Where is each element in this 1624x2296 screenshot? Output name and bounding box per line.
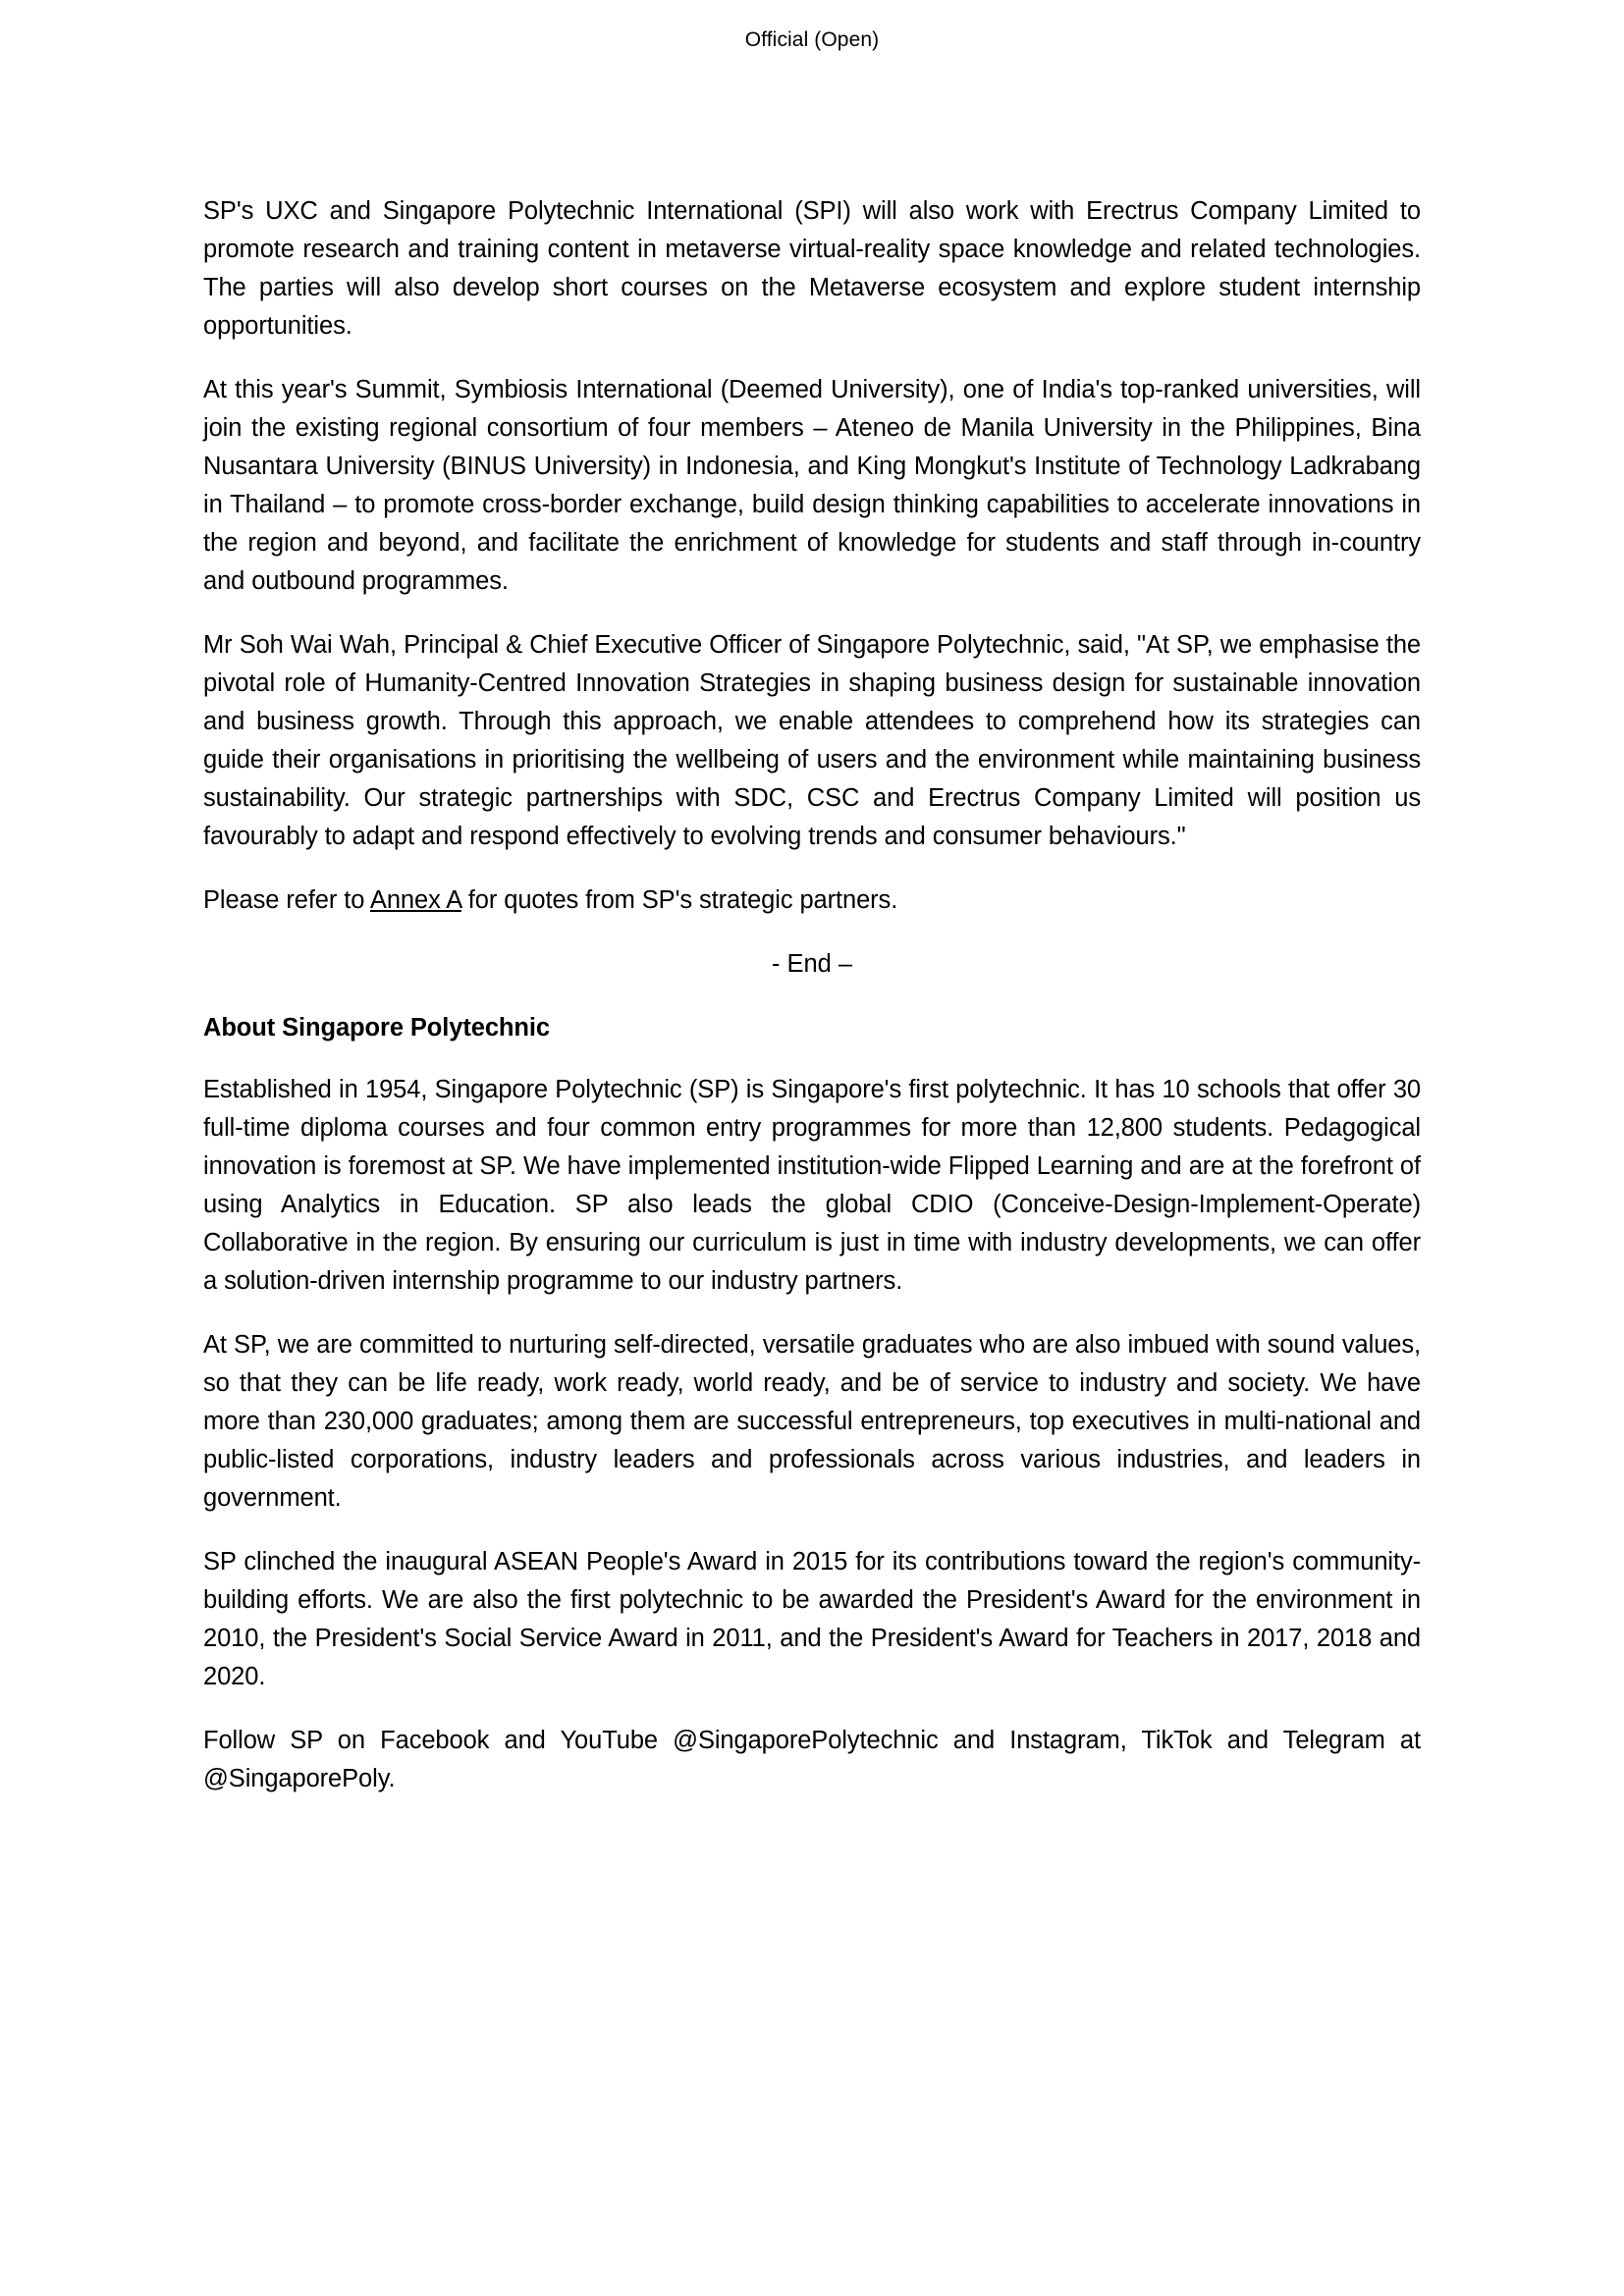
annex-prefix-text: Please refer to [203,886,370,914]
document-body [203,192,1421,1798]
about-singapore-polytechnic-heading: About Singapore Polytechnic [203,1014,550,1041]
paragraph-uxc-spi-erectrus: SP's UXC and Singapore Polytechnic International (SPI) will also work with Erectrus Company Limited to promote research and training content in metaverse virtual-reality space knowledge and related technologies. The parties will also develop short courses on the Metaverse ecosystem and explore student internship opportunities. [203,197,1421,340]
paragraph-annex-reference [203,881,1421,920]
document-classification-header: Official (Open) [744,28,880,51]
paragraph-about-established: Established in 1954, Singapore Polytechnic (SP) is Singapore's first polytechnic. It has 10 schools that offer 30 full-time diploma courses and four common entry programmes for more than 12,800 students. Pedagogical innovation is foremost at SP. We have implemented institution-wide Flipped Learning and are at the forefront of using Analytics in Education. SP also leads the global CDIO (Conceive-Design-Implement-Operate) Collaborative in the region. By ensuring our curriculum is just in time with industry developments, we can offer a solution-driven internship programme to our industry partners. [203,1076,1421,1295]
paragraph-soh-wai-wah-quote: Mr Soh Wai Wah, Principal & Chief Executive Officer of Singapore Polytechnic, said, "At SP, we emphasise the pivotal role of Humanity-Centred Innovation Strategies in shaping business design for sustainable innovation and business growth. Through this approach, we enable attendees to comprehend how its strategies can guide their organisations in prioritising the wellbeing of users and the environment while maintaining business sustainability. Our strategic partnerships with SDC, CSC and Erectrus Company Limited will position us favourably to adapt and respond effectively to evolving trends and consumer behaviours." [203,631,1421,850]
paragraph-about-social-media: Follow SP on Facebook and YouTube @SingaporePolytechnic and Instagram, TikTok and Telegram at @SingaporePoly. [203,1727,1421,1792]
paragraph-about-graduates: At SP, we are committed to nurturing self-directed, versatile graduates who are also imbued with sound values, so that they can be life ready, work ready, world ready, and be of service to industry and society. We have more than 230,000 graduates; among them are successful entrepreneurs, top executives in multi-national and public-listed corporations, industry leaders and professionals across various industries, and leaders in government. [203,1331,1421,1512]
paragraph-summit-symbiosis: At this year's Summit, Symbiosis International (Deemed University), one of India's top-ranked universities, will join the existing regional consortium of four members – Ateneo de Manila University in the Philippines, Bina Nusantara University (BINUS University) in Indonesia, and King Mongkut's Institute of Technology Ladkrabang in Thailand – to promote cross-border exchange, build design thinking capabilities to accelerate innovations in the region and beyond, and facilitate the enrichment of knowledge for students and staff through in-country and outbound programmes. [203,376,1421,595]
annex-suffix-text: for quotes from SP's strategic partners. [460,886,898,914]
paragraph-about-awards: SP clinched the inaugural ASEAN People's Award in 2015 for its contributions toward the region's community-building efforts. We are also the first polytechnic to be awarded the President's Award for the environment in 2010, the President's Social Service Award in 2011, and the President's Award for Teachers in 2017, 2018 and 2020. [203,1548,1421,1690]
end-of-release-marker: - End – [771,950,853,978]
annex-a-link[interactable]: Annex A [369,886,461,914]
